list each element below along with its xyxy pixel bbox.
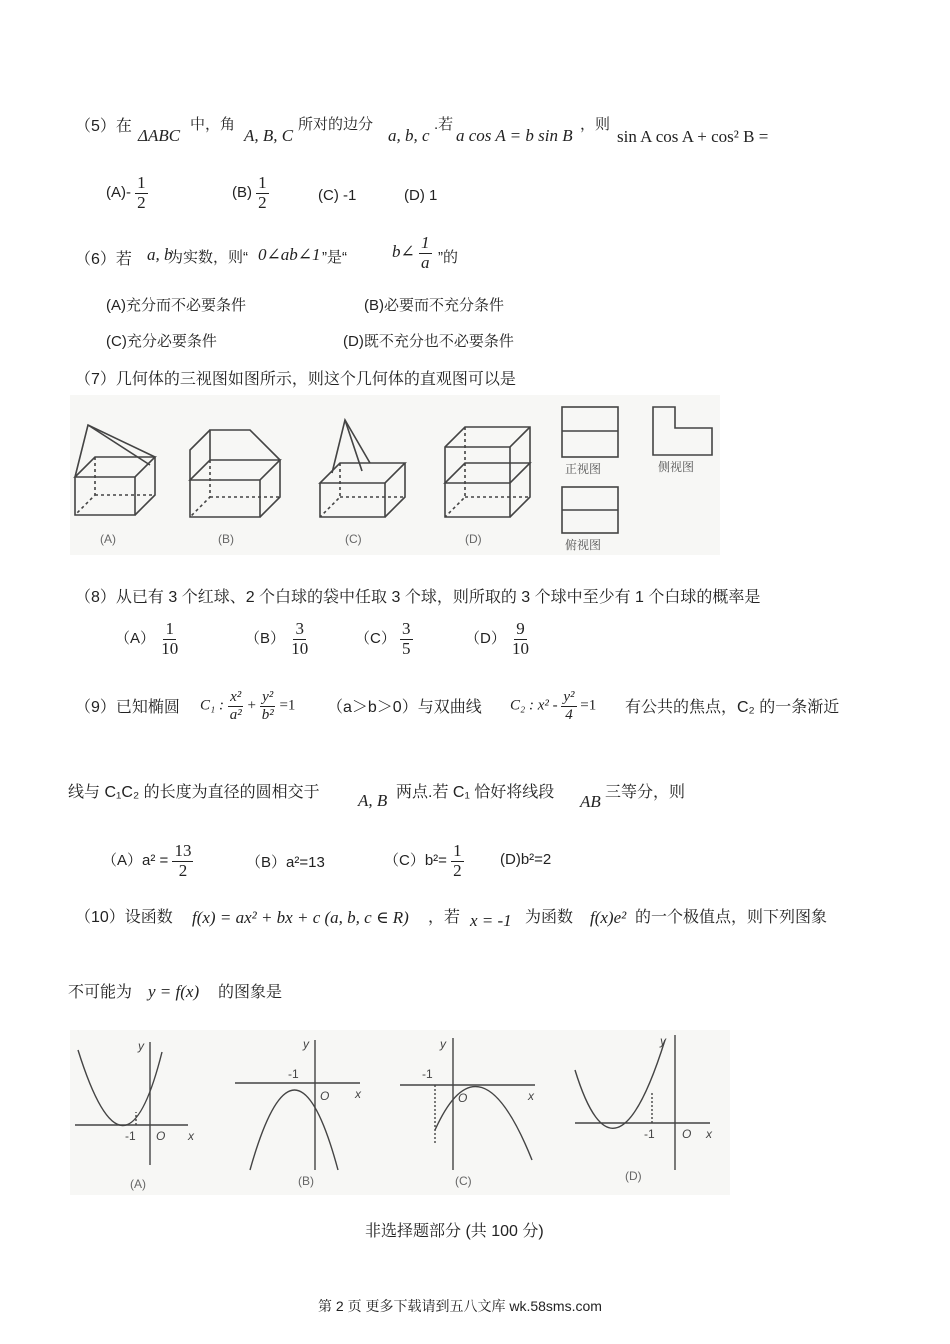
q10-c-neg1: -1 bbox=[422, 1067, 433, 1081]
q6-option-a: (A)充分而不必要条件 bbox=[106, 297, 246, 314]
q10-function-2: f(x)e² bbox=[590, 908, 627, 927]
q9-ellipse: C₁ : $\frac{\text{x²}}{\text{a²}}$ + $\frac{\text{y²}}{\text{b²}}$ =1 bbox=[200, 689, 296, 723]
q8-option-b: （B） $\frac{3}{10}$ bbox=[245, 619, 309, 658]
q10-a-origin: O bbox=[156, 1129, 166, 1143]
q10-function-3: y = f(x) bbox=[148, 982, 200, 1001]
q10-text-4: 的一个极值点，则下列图象 bbox=[635, 909, 828, 926]
q6-vars: a, b bbox=[147, 245, 173, 264]
q7-front-view-label: 正视图 bbox=[565, 462, 602, 476]
q6-text-1: 为实数，则“ bbox=[168, 249, 248, 266]
q9-option-c: （C）b²= $\frac{1}{2}$ bbox=[384, 841, 462, 880]
q10-text-1: （10）设函数 bbox=[75, 909, 173, 926]
q5-option-d: (D) 1 bbox=[404, 187, 438, 204]
q6-option-b: (B)必要而不充分条件 bbox=[364, 297, 504, 314]
q9-line2-b: 两点.若 C₁ 恰好将线段 bbox=[396, 784, 555, 801]
q10-d-y-label: y bbox=[660, 1034, 666, 1048]
q10-text-3: 为函数 bbox=[525, 909, 574, 926]
q5-angles: A, B, C bbox=[244, 126, 294, 145]
q9-option-d: (D)b²=2 bbox=[500, 851, 552, 868]
q5-option-c: (C) -1 bbox=[318, 187, 357, 204]
q10-d-origin: O bbox=[682, 1127, 692, 1141]
q9-text-2: （a＞b＞0）与双曲线 bbox=[327, 699, 482, 716]
section-title: 非选择题部分 (共 100 分) bbox=[365, 1223, 544, 1240]
q7-top-view-label: 俯视图 bbox=[565, 538, 602, 552]
q10-b-origin: O bbox=[320, 1089, 330, 1103]
q7-label-c: (C) bbox=[345, 532, 362, 546]
q9-text-1: （9）已知椭圆 bbox=[75, 699, 180, 716]
q5-sides: a, b, c bbox=[388, 126, 430, 145]
q9-line2-a: 线与 C₁C₂ 的长度为直径的圆相交于 bbox=[68, 784, 320, 801]
q6-text-2: ”是“ bbox=[322, 249, 347, 266]
q9-option-b: （B）a²=13 bbox=[246, 854, 325, 871]
q5-condition: a cos A = b sin B bbox=[456, 126, 573, 145]
q7-label-d: (D) bbox=[465, 532, 482, 546]
q5-text-1: 中，角 bbox=[190, 116, 236, 133]
q5-text-4: ，则 bbox=[580, 116, 611, 133]
q5-triangle: ΔABC bbox=[138, 126, 181, 145]
q5-number: （5）在 bbox=[75, 118, 132, 135]
q10-line2-b: 的图象是 bbox=[218, 984, 283, 1001]
q5-expression: sin A cos A + cos² B = bbox=[617, 127, 769, 146]
q9-hyperbola: C₂ : x² - $\frac{\text{y²}}{4}$ =1 bbox=[510, 689, 597, 723]
q10-a-x-label: x bbox=[188, 1129, 194, 1143]
q9-text-3: 有公共的焦点，C₂ 的一条渐近 bbox=[625, 699, 840, 716]
q6-text-3: ”的 bbox=[438, 249, 458, 266]
q6-condition-2: b∠ $\frac{1}{a}$ bbox=[392, 233, 430, 272]
q9-option-a: （A）a² = $\frac{13}{2}$ bbox=[102, 841, 192, 880]
q10-b-y-label: y bbox=[303, 1037, 309, 1051]
q10-line2-a: 不可能为 bbox=[68, 984, 133, 1001]
q5-option-b: (B) $\frac{1}{2}$ bbox=[232, 173, 267, 212]
q10-c-origin: O bbox=[458, 1091, 468, 1105]
q8-option-c: （C） $\frac{3}{5}$ bbox=[355, 619, 411, 658]
q7-text: （7）几何体的三视图如图所示，则这个几何体的直观图可以是 bbox=[75, 371, 516, 388]
q10-a-y-label: y bbox=[138, 1039, 144, 1053]
q10-label-a: (A) bbox=[130, 1177, 146, 1191]
q10-c-x-label: x bbox=[528, 1089, 534, 1103]
q9-segment: AB bbox=[580, 792, 601, 811]
q10-d-neg1: -1 bbox=[644, 1127, 655, 1141]
q8-option-d: （D） $\frac{9}{10}$ bbox=[465, 619, 530, 658]
q6-number: （6）若 bbox=[75, 251, 132, 268]
q10-d-x-label: x bbox=[706, 1127, 712, 1141]
q6-option-d: (D)既不充分也不必要条件 bbox=[343, 333, 514, 350]
q10-label-b: (B) bbox=[298, 1174, 314, 1188]
q5-text-2: 所对的边分 bbox=[298, 116, 374, 133]
q10-text-2: ，若 bbox=[428, 909, 461, 926]
q8-text: （8）从已有 3 个红球、2 个白球的袋中任取 3 个球，则所取的 3 个球中至少有 1 个白球的概率是 bbox=[75, 589, 761, 606]
q8-option-a: （A） $\frac{1}{10}$ bbox=[115, 619, 179, 658]
q5-option-a: (A)- $\frac{1}{2}$ bbox=[106, 173, 146, 212]
q10-label-d: (D) bbox=[625, 1169, 642, 1183]
q7-figure bbox=[70, 395, 720, 555]
q10-figure bbox=[70, 1030, 730, 1195]
q7-side-view-label: 侧视图 bbox=[658, 460, 695, 474]
q6-condition-1: 0∠ab∠1 bbox=[258, 245, 321, 264]
q9-points: A, B bbox=[358, 791, 388, 810]
q10-a-neg1: -1 bbox=[125, 1129, 136, 1143]
q9-line2-c: 三等分，则 bbox=[605, 784, 686, 801]
q10-function: f(x) = ax² + bx + c (a, b, c ∈ R) bbox=[192, 908, 409, 927]
q7-label-b: (B) bbox=[218, 532, 234, 546]
q10-condition: x = -1 bbox=[470, 911, 512, 930]
q10-b-x-label: x bbox=[355, 1087, 361, 1101]
q7-label-a: (A) bbox=[100, 532, 116, 546]
q10-c-y-label: y bbox=[440, 1037, 446, 1051]
q10-b-neg1: -1 bbox=[288, 1067, 299, 1081]
q6-option-c: (C)充分必要条件 bbox=[106, 333, 217, 350]
q5-text-3: .若 bbox=[434, 116, 454, 133]
q10-label-c: (C) bbox=[455, 1174, 472, 1188]
page-footer: 第 2 页 更多下载请到五八文库 wk.58sms.com bbox=[318, 1298, 602, 1314]
